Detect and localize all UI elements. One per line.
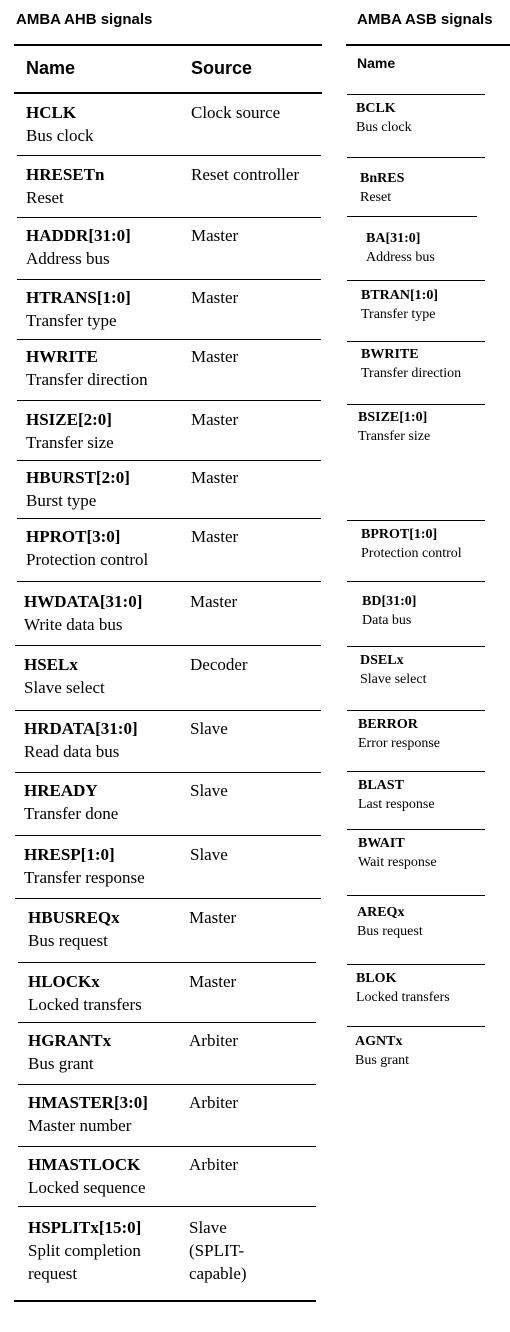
ahb-signal-name: HGRANTx (28, 1031, 112, 1050)
asb-row-divider (347, 895, 485, 896)
asb-signal-name: BERROR (358, 717, 418, 732)
asb-row-divider (347, 157, 485, 158)
ahb-signal-source: Master (191, 527, 239, 546)
ahb-header-rule (14, 92, 322, 94)
ahb-top-rule (14, 44, 322, 46)
ahb-signal-source: Master (189, 908, 237, 927)
asb-signal-description: Error response (358, 736, 441, 751)
ahb-row-divider (17, 518, 321, 519)
ahb-table-title: AMBA AHB signals (16, 11, 153, 28)
ahb-row-divider (18, 962, 316, 963)
ahb-signal-description: Bus request (28, 931, 108, 950)
ahb-signal-description: Protection control (26, 550, 149, 569)
ahb-signal-source: Master (191, 468, 239, 487)
asb-signal-name: BLOK (356, 971, 397, 986)
ahb-signal-name: HLOCKx (28, 972, 100, 991)
ahb-signal-source-cont: capable) (189, 1264, 247, 1283)
ahb-signal-source: Arbiter (189, 1031, 239, 1050)
ahb-signal-name: HADDR[31:0] (26, 226, 131, 245)
asb-row-divider (347, 520, 485, 521)
asb-row-divider (347, 341, 485, 342)
ahb-signal-source: Master (189, 972, 237, 991)
asb-column-name-header: Name (357, 55, 396, 71)
ahb-signal-source: Master (191, 288, 239, 307)
asb-row-divider (347, 710, 485, 711)
asb-row-divider (347, 94, 485, 95)
ahb-signal-source: Clock source (191, 103, 281, 122)
asb-signal-description: Slave select (360, 672, 427, 687)
ahb-signal-description: Master number (28, 1116, 132, 1135)
asb-row-divider (347, 581, 485, 582)
ahb-signal-description: Slave select (24, 678, 105, 697)
ahb-row-divider (15, 710, 321, 711)
asb-signal-name: AGNTx (355, 1034, 403, 1049)
asb-table-title: AMBA ASB signals (357, 11, 493, 28)
ahb-signal-description: Bus clock (26, 126, 94, 145)
ahb-row-divider (17, 217, 321, 218)
ahb-row-divider (18, 1206, 316, 1207)
asb-signal-description: Last response (358, 797, 435, 812)
ahb-signal-name: HWDATA[31:0] (24, 592, 143, 611)
ahb-signal-description: Reset (26, 188, 64, 207)
asb-signal-description: Bus grant (355, 1053, 410, 1068)
asb-signal-description: Bus request (357, 924, 423, 939)
ahb-signal-name: HPROT[3:0] (26, 527, 121, 546)
ahb-row-divider (17, 460, 321, 461)
ahb-row-divider (15, 645, 321, 646)
ahb-signal-description: Locked transfers (28, 995, 142, 1014)
asb-signal-name: BCLK (356, 101, 396, 116)
ahb-signal-name: HTRANS[1:0] (26, 288, 131, 307)
ahb-column-source-header: Source (191, 58, 253, 78)
ahb-signal-name: HMASTER[3:0] (28, 1093, 148, 1112)
ahb-signal-source: Reset controller (191, 165, 300, 184)
ahb-signal-description: Address bus (26, 249, 110, 268)
ahb-signal-source: Decoder (190, 655, 248, 674)
asb-top-rule (346, 44, 510, 46)
asb-signal-description: Transfer size (358, 429, 431, 444)
ahb-row-divider (18, 1146, 316, 1147)
ahb-signal-description: Transfer size (26, 433, 114, 452)
ahb-signal-source: Slave (190, 719, 228, 738)
ahb-row-divider (17, 339, 321, 340)
ahb-signal-description: Bus grant (28, 1054, 94, 1073)
asb-signal-description: Wait response (358, 855, 437, 870)
ahb-signal-description: Write data bus (24, 615, 123, 634)
ahb-signal-source: Master (190, 592, 238, 611)
ahb-signal-description: Transfer direction (26, 370, 148, 389)
ahb-signal-source: Slave (189, 1218, 227, 1237)
ahb-column-name-header: Name (26, 58, 76, 78)
ahb-signal-description: Burst type (26, 491, 97, 510)
ahb-signal-description: Transfer response (24, 868, 145, 887)
asb-signal-description: Data bus (362, 613, 412, 628)
asb-signal-description: Protection control (361, 546, 462, 561)
asb-row-divider (347, 771, 485, 772)
ahb-signal-name: HSPLITx[15:0] (28, 1218, 142, 1237)
asb-signal-name: BA[31:0] (366, 231, 421, 246)
ahb-signal-description: Read data bus (24, 742, 120, 761)
asb-row-divider (347, 404, 485, 405)
asb-signal-description: Transfer direction (361, 366, 462, 381)
ahb-signal-description: Transfer done (24, 804, 119, 823)
ahb-row-divider (17, 400, 321, 401)
ahb-row-divider (18, 1022, 316, 1023)
asb-signal-description: Reset (360, 190, 392, 205)
ahb-signal-source: Slave (190, 845, 228, 864)
ahb-signal-source: Master (191, 347, 239, 366)
ahb-signal-source: Master (191, 410, 239, 429)
ahb-signal-name: HCLK (26, 103, 77, 122)
asb-signal-name: BnRES (360, 171, 405, 186)
asb-row-divider (347, 964, 485, 965)
ahb-signal-source-cont: (SPLIT- (189, 1241, 245, 1260)
asb-row-divider (347, 1026, 485, 1027)
ahb-signal-name: HBURST[2:0] (26, 468, 130, 487)
asb-row-divider (347, 280, 485, 281)
ahb-signal-name: HSIZE[2:0] (26, 410, 112, 429)
ahb-bottom-rule (14, 1300, 316, 1302)
asb-signal-name: BWAIT (358, 836, 405, 851)
asb-signal-description: Bus clock (356, 120, 412, 135)
asb-signal-name: BD[31:0] (362, 594, 417, 609)
asb-signal-description: Address bus (366, 250, 435, 265)
asb-signal-description: Transfer type (361, 307, 436, 322)
asb-row-divider (347, 646, 485, 647)
asb-signal-description: Locked transfers (356, 990, 450, 1005)
ahb-signal-name: HRDATA[31:0] (24, 719, 138, 738)
asb-signal-name: BLAST (358, 778, 404, 793)
ahb-row-divider (15, 772, 321, 773)
asb-signal-name: BSIZE[1:0] (358, 410, 428, 425)
ahb-row-divider (15, 835, 321, 836)
ahb-signal-source: Slave (190, 781, 228, 800)
asb-row-divider (347, 216, 477, 217)
ahb-signal-description-cont: request (28, 1264, 78, 1283)
ahb-row-divider (17, 155, 321, 156)
ahb-row-divider (18, 1084, 316, 1085)
ahb-signal-name: HBUSREQx (28, 908, 120, 927)
asb-signal-name: AREQx (357, 905, 405, 920)
ahb-signal-name: HWRITE (26, 347, 98, 366)
ahb-row-divider (17, 581, 321, 582)
asb-signal-name: BWRITE (361, 347, 419, 362)
ahb-signal-name: HRESP[1:0] (24, 845, 115, 864)
asb-signal-name: BTRAN[1:0] (361, 288, 438, 303)
asb-signal-name: BPROT[1:0] (361, 527, 438, 542)
ahb-signal-name: HRESETn (26, 165, 105, 184)
ahb-row-divider (15, 898, 321, 899)
ahb-signal-source: Master (191, 226, 239, 245)
ahb-signal-name: HSELx (24, 655, 78, 674)
ahb-signal-name: HMASTLOCK (28, 1155, 141, 1174)
asb-signal-name: DSELx (360, 653, 404, 668)
ahb-row-divider (17, 279, 321, 280)
ahb-signal-description: Locked sequence (28, 1178, 146, 1197)
asb-row-divider (347, 829, 485, 830)
ahb-signal-description: Split completion (28, 1241, 141, 1260)
ahb-signal-source: Arbiter (189, 1093, 239, 1112)
ahb-signal-source: Arbiter (189, 1155, 239, 1174)
ahb-signal-name: HREADY (24, 781, 98, 800)
ahb-signal-description: Transfer type (26, 311, 117, 330)
